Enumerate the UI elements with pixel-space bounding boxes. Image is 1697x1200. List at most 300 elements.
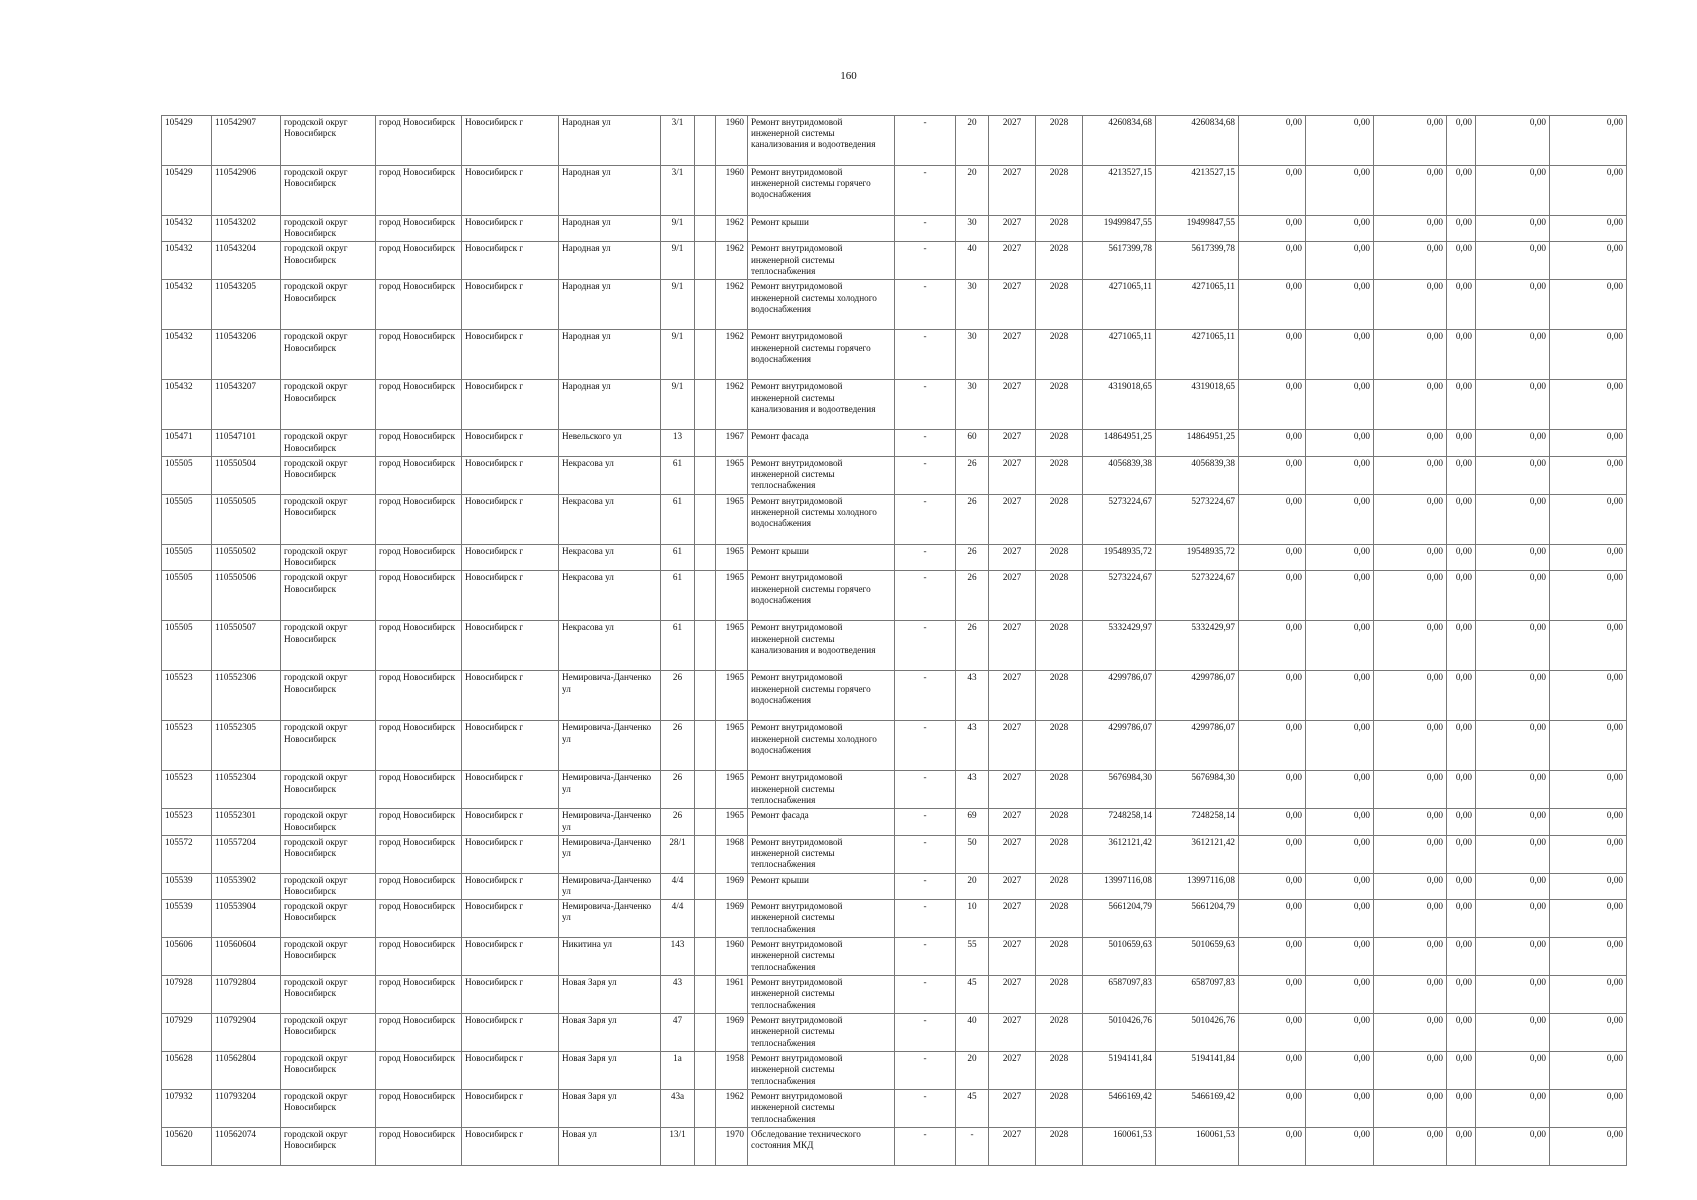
cell-house: 9/1 <box>661 330 695 380</box>
cell-house: 4/4 <box>661 900 695 938</box>
cell-id: 105523 <box>162 671 212 721</box>
cell-z4: 0,00 <box>1447 280 1476 330</box>
cell-year: 1960 <box>716 938 748 976</box>
cell-cost2: 7248258,14 <box>1156 809 1239 835</box>
cell-cost2: 4271065,11 <box>1156 330 1239 380</box>
cell-z6: 0,00 <box>1550 330 1627 380</box>
table-row <box>162 938 1627 976</box>
cell-work: Ремонт внутридомовой инженерной системы теплоснабжения <box>748 771 895 809</box>
cell-end: 2028 <box>1036 671 1083 721</box>
cell-city: Новосибирск г <box>462 835 559 873</box>
cell-work: Ремонт внутридомовой инженерной системы канализования и водоотведения <box>748 621 895 671</box>
cell-street: Невельского ул <box>559 430 661 456</box>
cell-life: 26 <box>956 544 989 570</box>
cell-street: Немировича-Данченко ул <box>559 721 661 771</box>
cell-code: 110793204 <box>212 1090 281 1128</box>
cell-z5: 0,00 <box>1476 242 1550 280</box>
cell-z6: 0,00 <box>1550 671 1627 721</box>
cell-locality: город Новосибирск <box>376 900 462 938</box>
cell-cost: 5194141,84 <box>1083 1052 1156 1090</box>
cell-z2: 0,00 <box>1306 621 1374 671</box>
cell-start: 2027 <box>989 976 1036 1014</box>
cell-cost2: 5332429,97 <box>1156 621 1239 671</box>
cell-district: городской округ Новосибирск <box>281 166 376 216</box>
cell-z1: 0,00 <box>1239 809 1306 835</box>
cell-cost: 5273224,67 <box>1083 494 1156 544</box>
cell-z2: 0,00 <box>1306 280 1374 330</box>
cell-z6: 0,00 <box>1550 721 1627 771</box>
cell-dash: - <box>895 721 956 771</box>
cell-z1: 0,00 <box>1239 873 1306 899</box>
cell-life: 45 <box>956 1090 989 1128</box>
cell-z2: 0,00 <box>1306 380 1374 430</box>
cell-house: 9/1 <box>661 242 695 280</box>
cell-work: Ремонт внутридомовой инженерной системы горячего водоснабжения <box>748 671 895 721</box>
cell-cost: 5273224,67 <box>1083 571 1156 621</box>
cell-letter <box>695 671 716 721</box>
cell-z6: 0,00 <box>1550 621 1627 671</box>
cell-z3: 0,00 <box>1374 938 1447 976</box>
cell-id: 105505 <box>162 544 212 570</box>
cell-code: 110552301 <box>212 809 281 835</box>
cell-house: 9/1 <box>661 380 695 430</box>
cell-locality: город Новосибирск <box>376 1052 462 1090</box>
cell-letter <box>695 242 716 280</box>
cell-z2: 0,00 <box>1306 976 1374 1014</box>
cell-cost: 5676984,30 <box>1083 771 1156 809</box>
cell-district: городской округ Новосибирск <box>281 380 376 430</box>
cell-work: Ремонт крыши <box>748 216 895 242</box>
cell-end: 2028 <box>1036 242 1083 280</box>
cell-z4: 0,00 <box>1447 1128 1476 1166</box>
cell-house: 61 <box>661 456 695 494</box>
cell-year: 1965 <box>716 771 748 809</box>
cell-letter <box>695 1014 716 1052</box>
cell-city: Новосибирск г <box>462 430 559 456</box>
cell-z6: 0,00 <box>1550 976 1627 1014</box>
cell-code: 110552306 <box>212 671 281 721</box>
cell-z6: 0,00 <box>1550 430 1627 456</box>
cell-letter <box>695 216 716 242</box>
table-row <box>162 809 1627 835</box>
cell-id: 105432 <box>162 216 212 242</box>
cell-start: 2027 <box>989 380 1036 430</box>
cell-cost: 5010426,76 <box>1083 1014 1156 1052</box>
cell-z4: 0,00 <box>1447 621 1476 671</box>
table-row <box>162 430 1627 456</box>
cell-z1: 0,00 <box>1239 671 1306 721</box>
cell-cost: 160061,53 <box>1083 1128 1156 1166</box>
cell-street: Немировича-Данченко ул <box>559 771 661 809</box>
cell-letter <box>695 494 716 544</box>
cell-id: 105523 <box>162 809 212 835</box>
cell-z3: 0,00 <box>1374 116 1447 166</box>
cell-work: Ремонт внутридомовой инженерной системы теплоснабжения <box>748 1052 895 1090</box>
cell-z5: 0,00 <box>1476 430 1550 456</box>
cell-house: 3/1 <box>661 166 695 216</box>
cell-street: Народная ул <box>559 216 661 242</box>
cell-code: 110550502 <box>212 544 281 570</box>
cell-life: 45 <box>956 976 989 1014</box>
cell-z2: 0,00 <box>1306 721 1374 771</box>
cell-locality: город Новосибирск <box>376 116 462 166</box>
cell-z1: 0,00 <box>1239 1052 1306 1090</box>
cell-work: Ремонт фасада <box>748 809 895 835</box>
cell-street: Народная ул <box>559 116 661 166</box>
page-number: 160 <box>840 70 857 82</box>
cell-street: Некрасова ул <box>559 571 661 621</box>
cell-z6: 0,00 <box>1550 166 1627 216</box>
cell-year: 1970 <box>716 1128 748 1166</box>
cell-z6: 0,00 <box>1550 571 1627 621</box>
cell-city: Новосибирск г <box>462 166 559 216</box>
cell-z5: 0,00 <box>1476 1014 1550 1052</box>
cell-dash: - <box>895 976 956 1014</box>
cell-start: 2027 <box>989 456 1036 494</box>
cell-cost2: 19548935,72 <box>1156 544 1239 570</box>
table-row <box>162 900 1627 938</box>
cell-cost2: 5194141,84 <box>1156 1052 1239 1090</box>
cell-letter <box>695 621 716 671</box>
cell-z1: 0,00 <box>1239 330 1306 380</box>
cell-end: 2028 <box>1036 1014 1083 1052</box>
cell-z5: 0,00 <box>1476 873 1550 899</box>
cell-letter <box>695 456 716 494</box>
cell-life: 55 <box>956 938 989 976</box>
cell-id: 105620 <box>162 1128 212 1166</box>
cell-start: 2027 <box>989 1014 1036 1052</box>
cell-city: Новосибирск г <box>462 809 559 835</box>
cell-house: 9/1 <box>661 280 695 330</box>
cell-id: 105505 <box>162 571 212 621</box>
cell-start: 2027 <box>989 280 1036 330</box>
cell-locality: город Новосибирск <box>376 544 462 570</box>
cell-life: 20 <box>956 873 989 899</box>
cell-cost: 5332429,97 <box>1083 621 1156 671</box>
cell-district: городской округ Новосибирск <box>281 809 376 835</box>
cell-letter <box>695 809 716 835</box>
cell-z4: 0,00 <box>1447 494 1476 544</box>
cell-street: Народная ул <box>559 280 661 330</box>
cell-work: Ремонт внутридомовой инженерной системы горячего водоснабжения <box>748 571 895 621</box>
cell-id: 107929 <box>162 1014 212 1052</box>
cell-z1: 0,00 <box>1239 938 1306 976</box>
cell-z3: 0,00 <box>1374 380 1447 430</box>
cell-city: Новосибирск г <box>462 242 559 280</box>
cell-life: 26 <box>956 456 989 494</box>
cell-work: Ремонт внутридомовой инженерной системы холодного водоснабжения <box>748 280 895 330</box>
table-row <box>162 280 1627 330</box>
cell-code: 110552304 <box>212 771 281 809</box>
cell-id: 105572 <box>162 835 212 873</box>
cell-z4: 0,00 <box>1447 242 1476 280</box>
cell-life: 69 <box>956 809 989 835</box>
cell-id: 105505 <box>162 494 212 544</box>
cell-district: городской округ Новосибирск <box>281 242 376 280</box>
cell-dash: - <box>895 216 956 242</box>
cell-letter <box>695 873 716 899</box>
cell-code: 110543206 <box>212 330 281 380</box>
cell-city: Новосибирск г <box>462 1090 559 1128</box>
cell-life: 20 <box>956 116 989 166</box>
cell-dash: - <box>895 280 956 330</box>
cell-end: 2028 <box>1036 621 1083 671</box>
cell-z5: 0,00 <box>1476 1052 1550 1090</box>
cell-z2: 0,00 <box>1306 671 1374 721</box>
cell-dash: - <box>895 900 956 938</box>
cell-cost2: 5466169,42 <box>1156 1090 1239 1128</box>
cell-z4: 0,00 <box>1447 166 1476 216</box>
cell-year: 1962 <box>716 242 748 280</box>
cell-z4: 0,00 <box>1447 544 1476 570</box>
cell-end: 2028 <box>1036 1128 1083 1166</box>
cell-year: 1962 <box>716 1090 748 1128</box>
cell-dash: - <box>895 116 956 166</box>
cell-life: 43 <box>956 671 989 721</box>
cell-start: 2027 <box>989 544 1036 570</box>
cell-start: 2027 <box>989 430 1036 456</box>
cell-z4: 0,00 <box>1447 771 1476 809</box>
cell-district: городской округ Новосибирск <box>281 1052 376 1090</box>
cell-work: Ремонт внутридомовой инженерной системы горячего водоснабжения <box>748 330 895 380</box>
cell-work: Ремонт внутридомовой инженерной системы теплоснабжения <box>748 976 895 1014</box>
cell-letter <box>695 430 716 456</box>
cell-z1: 0,00 <box>1239 166 1306 216</box>
cell-cost: 14864951,25 <box>1083 430 1156 456</box>
cell-end: 2028 <box>1036 430 1083 456</box>
cell-z2: 0,00 <box>1306 938 1374 976</box>
cell-end: 2028 <box>1036 835 1083 873</box>
cell-z1: 0,00 <box>1239 380 1306 430</box>
cell-street: Новая Заря ул <box>559 1090 661 1128</box>
cell-cost2: 4271065,11 <box>1156 280 1239 330</box>
cell-letter <box>695 1128 716 1166</box>
cell-id: 107928 <box>162 976 212 1014</box>
table-row <box>162 621 1627 671</box>
cell-z1: 0,00 <box>1239 216 1306 242</box>
cell-dash: - <box>895 456 956 494</box>
cell-code: 110560604 <box>212 938 281 976</box>
cell-street: Некрасова ул <box>559 494 661 544</box>
cell-life: 43 <box>956 771 989 809</box>
cell-district: городской округ Новосибирск <box>281 621 376 671</box>
cell-letter <box>695 571 716 621</box>
cell-dash: - <box>895 835 956 873</box>
cell-end: 2028 <box>1036 166 1083 216</box>
cell-house: 1а <box>661 1052 695 1090</box>
cell-city: Новосибирск г <box>462 380 559 430</box>
cell-z3: 0,00 <box>1374 166 1447 216</box>
cell-cost: 4056839,38 <box>1083 456 1156 494</box>
cell-end: 2028 <box>1036 771 1083 809</box>
cell-year: 1969 <box>716 1014 748 1052</box>
cell-start: 2027 <box>989 166 1036 216</box>
cell-end: 2028 <box>1036 1052 1083 1090</box>
cell-z6: 0,00 <box>1550 280 1627 330</box>
cell-z6: 0,00 <box>1550 242 1627 280</box>
cell-z4: 0,00 <box>1447 671 1476 721</box>
cell-code: 110562804 <box>212 1052 281 1090</box>
cell-year: 1961 <box>716 976 748 1014</box>
cell-work: Ремонт внутридомовой инженерной системы канализования и водоотведения <box>748 116 895 166</box>
cell-z6: 0,00 <box>1550 938 1627 976</box>
cell-end: 2028 <box>1036 938 1083 976</box>
table-row <box>162 166 1627 216</box>
cell-z5: 0,00 <box>1476 571 1550 621</box>
cell-locality: город Новосибирск <box>376 380 462 430</box>
cell-locality: город Новосибирск <box>376 1090 462 1128</box>
cell-city: Новосибирск г <box>462 1052 559 1090</box>
cell-dash: - <box>895 494 956 544</box>
cell-end: 2028 <box>1036 380 1083 430</box>
cell-city: Новосибирск г <box>462 330 559 380</box>
cell-street: Новая Заря ул <box>559 1014 661 1052</box>
cell-cost2: 160061,53 <box>1156 1128 1239 1166</box>
cell-house: 61 <box>661 544 695 570</box>
cell-z6: 0,00 <box>1550 771 1627 809</box>
cell-z6: 0,00 <box>1550 1014 1627 1052</box>
cell-house: 13 <box>661 430 695 456</box>
cell-code: 110543205 <box>212 280 281 330</box>
table-row <box>162 456 1627 494</box>
cell-z2: 0,00 <box>1306 1014 1374 1052</box>
cell-z1: 0,00 <box>1239 571 1306 621</box>
cell-start: 2027 <box>989 242 1036 280</box>
cell-start: 2027 <box>989 900 1036 938</box>
cell-letter <box>695 976 716 1014</box>
cell-street: Новая Заря ул <box>559 1052 661 1090</box>
cell-cost2: 19499847,55 <box>1156 216 1239 242</box>
cell-life: 40 <box>956 242 989 280</box>
cell-life: 30 <box>956 280 989 330</box>
table-row <box>162 380 1627 430</box>
cell-z4: 0,00 <box>1447 976 1476 1014</box>
cell-z3: 0,00 <box>1374 280 1447 330</box>
table-row <box>162 721 1627 771</box>
cell-house: 26 <box>661 721 695 771</box>
cell-work: Ремонт внутридомовой инженерной системы теплоснабжения <box>748 835 895 873</box>
cell-z2: 0,00 <box>1306 1090 1374 1128</box>
cell-district: городской округ Новосибирск <box>281 1090 376 1128</box>
cell-street: Немировича-Данченко ул <box>559 809 661 835</box>
cell-z1: 0,00 <box>1239 494 1306 544</box>
cell-cost2: 5617399,78 <box>1156 242 1239 280</box>
table-row <box>162 242 1627 280</box>
cell-z1: 0,00 <box>1239 280 1306 330</box>
cell-letter <box>695 721 716 771</box>
table-row <box>162 1128 1627 1166</box>
cell-code: 110550506 <box>212 571 281 621</box>
cell-street: Немировича-Данченко ул <box>559 835 661 873</box>
cell-year: 1969 <box>716 900 748 938</box>
cell-z5: 0,00 <box>1476 900 1550 938</box>
cell-z1: 0,00 <box>1239 430 1306 456</box>
cell-z4: 0,00 <box>1447 216 1476 242</box>
cell-z5: 0,00 <box>1476 671 1550 721</box>
cell-street: Немировича-Данченко ул <box>559 873 661 899</box>
cell-z5: 0,00 <box>1476 380 1550 430</box>
cell-z6: 0,00 <box>1550 1128 1627 1166</box>
cell-z2: 0,00 <box>1306 330 1374 380</box>
cell-code: 110562074 <box>212 1128 281 1166</box>
cell-district: городской округ Новосибирск <box>281 873 376 899</box>
cell-letter <box>695 1090 716 1128</box>
cell-z4: 0,00 <box>1447 1014 1476 1052</box>
cell-city: Новосибирск г <box>462 571 559 621</box>
cell-locality: город Новосибирск <box>376 242 462 280</box>
cell-dash: - <box>895 873 956 899</box>
cell-z1: 0,00 <box>1239 456 1306 494</box>
cell-id: 107932 <box>162 1090 212 1128</box>
table-row <box>162 873 1627 899</box>
cell-start: 2027 <box>989 330 1036 380</box>
table-row <box>162 330 1627 380</box>
cell-year: 1960 <box>716 166 748 216</box>
cell-dash: - <box>895 166 956 216</box>
cell-house: 26 <box>661 771 695 809</box>
cell-work: Ремонт внутридомовой инженерной системы горячего водоснабжения <box>748 166 895 216</box>
cell-letter <box>695 280 716 330</box>
cell-year: 1962 <box>716 380 748 430</box>
cell-street: Новая ул <box>559 1128 661 1166</box>
cell-code: 110542907 <box>212 116 281 166</box>
cell-locality: город Новосибирск <box>376 166 462 216</box>
cell-z3: 0,00 <box>1374 1128 1447 1166</box>
cell-house: 47 <box>661 1014 695 1052</box>
cell-z4: 0,00 <box>1447 116 1476 166</box>
cell-z6: 0,00 <box>1550 835 1627 873</box>
cell-start: 2027 <box>989 835 1036 873</box>
cell-life: 30 <box>956 380 989 430</box>
cell-work: Ремонт фасада <box>748 430 895 456</box>
cell-z6: 0,00 <box>1550 494 1627 544</box>
cell-dash: - <box>895 621 956 671</box>
cell-locality: город Новосибирск <box>376 976 462 1014</box>
cell-start: 2027 <box>989 809 1036 835</box>
cell-dash: - <box>895 1128 956 1166</box>
cell-house: 61 <box>661 571 695 621</box>
cell-year: 1969 <box>716 873 748 899</box>
cell-locality: город Новосибирск <box>376 621 462 671</box>
cell-id: 105432 <box>162 380 212 430</box>
cell-work: Ремонт крыши <box>748 873 895 899</box>
cell-letter <box>695 166 716 216</box>
cell-street: Народная ул <box>559 242 661 280</box>
cell-year: 1965 <box>716 571 748 621</box>
cell-cost2: 14864951,25 <box>1156 430 1239 456</box>
cell-locality: город Новосибирск <box>376 1128 462 1166</box>
cell-cost2: 5010659,63 <box>1156 938 1239 976</box>
cell-id: 105432 <box>162 330 212 380</box>
cell-id: 105539 <box>162 900 212 938</box>
cell-end: 2028 <box>1036 976 1083 1014</box>
cell-life: 20 <box>956 166 989 216</box>
cell-city: Новосибирск г <box>462 721 559 771</box>
cell-district: городской округ Новосибирск <box>281 721 376 771</box>
cell-id: 105505 <box>162 456 212 494</box>
cell-id: 105523 <box>162 771 212 809</box>
cell-id: 105628 <box>162 1052 212 1090</box>
cell-z3: 0,00 <box>1374 242 1447 280</box>
cell-code: 110792904 <box>212 1014 281 1052</box>
cell-letter <box>695 900 716 938</box>
cell-code: 110542906 <box>212 166 281 216</box>
cell-locality: город Новосибирск <box>376 280 462 330</box>
cell-z4: 0,00 <box>1447 873 1476 899</box>
cell-cost: 6587097,83 <box>1083 976 1156 1014</box>
cell-work: Ремонт внутридомовой инженерной системы холодного водоснабжения <box>748 721 895 771</box>
cell-start: 2027 <box>989 1128 1036 1166</box>
